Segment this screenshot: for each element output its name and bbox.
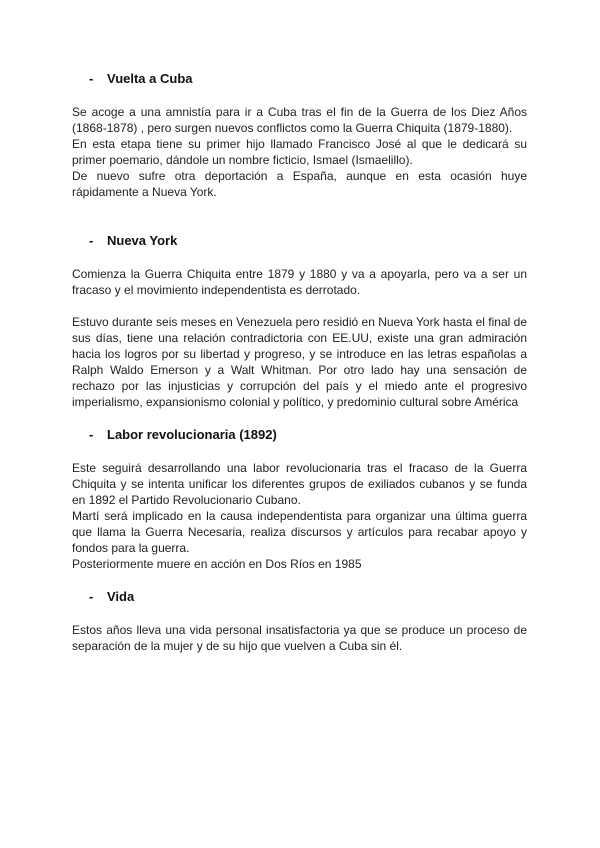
paragraph (72, 460, 527, 572)
bullet-dash: - (89, 589, 94, 604)
paragraph-line: De nuevo sufre otra deportación a España, aunque en esta ocasión huye rápidamente a Nueva York. (72, 169, 527, 199)
paragraph (72, 104, 527, 200)
paragraph-line: Estuvo durante seis meses en Venezuela pero residió en Nueva York hasta el final de sus días, tiene una relación contradictoria con EE.UU, existe una gran admiración hacia los logros por su libertad y progreso, y se introduce en las letras españolas a Ralph Waldo Emerson y a Walt Whitman. Por otro lado hay una sensación de rechazo por las injusticias y corrupción del país y el miedo ante el progresivo imperialismo, expansionismo colonial y político, y predominio cultural sobre América (72, 315, 527, 409)
paragraph (72, 622, 527, 654)
paragraph (72, 266, 527, 298)
paragraph-line: Estos años lleva una vida personal insatisfactoria ya que se produce un proceso de separación de la mujer y de su hijo que vuelven a Cuba sin él. (72, 623, 527, 653)
heading-title: Labor revolucionaria (1892) (107, 427, 277, 442)
section-heading (72, 586, 527, 608)
section-nueva-york (72, 230, 527, 410)
heading-title: Vuelta a Cuba (107, 71, 193, 86)
paragraph (72, 314, 527, 410)
bullet-dash: - (89, 427, 94, 442)
section-vuelta-a-cuba (72, 68, 527, 200)
paragraph-line: En esta etapa tiene su primer hijo llamado Francisco José al que le dedicará su primer poemario, dándole un nombre ficticio, Ismael (Ismaelillo). (72, 137, 527, 167)
section-vida (72, 586, 527, 654)
section-labor-revolucionaria (72, 424, 527, 572)
bullet-dash: - (89, 233, 94, 248)
heading-title: Nueva York (107, 233, 178, 248)
document-body (72, 68, 527, 654)
paragraph-line: Se acoge a una amnistía para ir a Cuba tras el fin de la Guerra de los Diez Años (1868-1878) , pero surgen nuevos conflictos como la Guerra Chiquita (1879-1880). (72, 105, 527, 135)
bullet-dash: - (89, 71, 94, 86)
heading-title: Vida (107, 589, 135, 604)
section-heading (72, 424, 527, 446)
section-heading (72, 68, 527, 90)
paragraph-line: Este seguirá desarrollando una labor revolucionaria tras el fracaso de la Guerra Chiquita y se intenta unificar los diferentes grupos de exiliados cubanos y se funda en 1892 el Partido Revolucionario Cubano. (72, 461, 527, 507)
paragraph-line: Posteriormente muere en acción en Dos Ríos en 1985 (72, 557, 362, 571)
section-heading (72, 230, 527, 252)
paragraph-line: Martí será implicado en la causa independentista para organizar una última guerra que llama la Guerra Necesaria, realiza discursos y artículos para recabar apoyo y fondos para la guerra. (72, 509, 527, 555)
paragraph-line: Comienza la Guerra Chiquita entre 1879 y 1880 y va a apoyarla, pero va a ser un fracaso y el movimiento independentista es derrotado. (72, 267, 527, 297)
